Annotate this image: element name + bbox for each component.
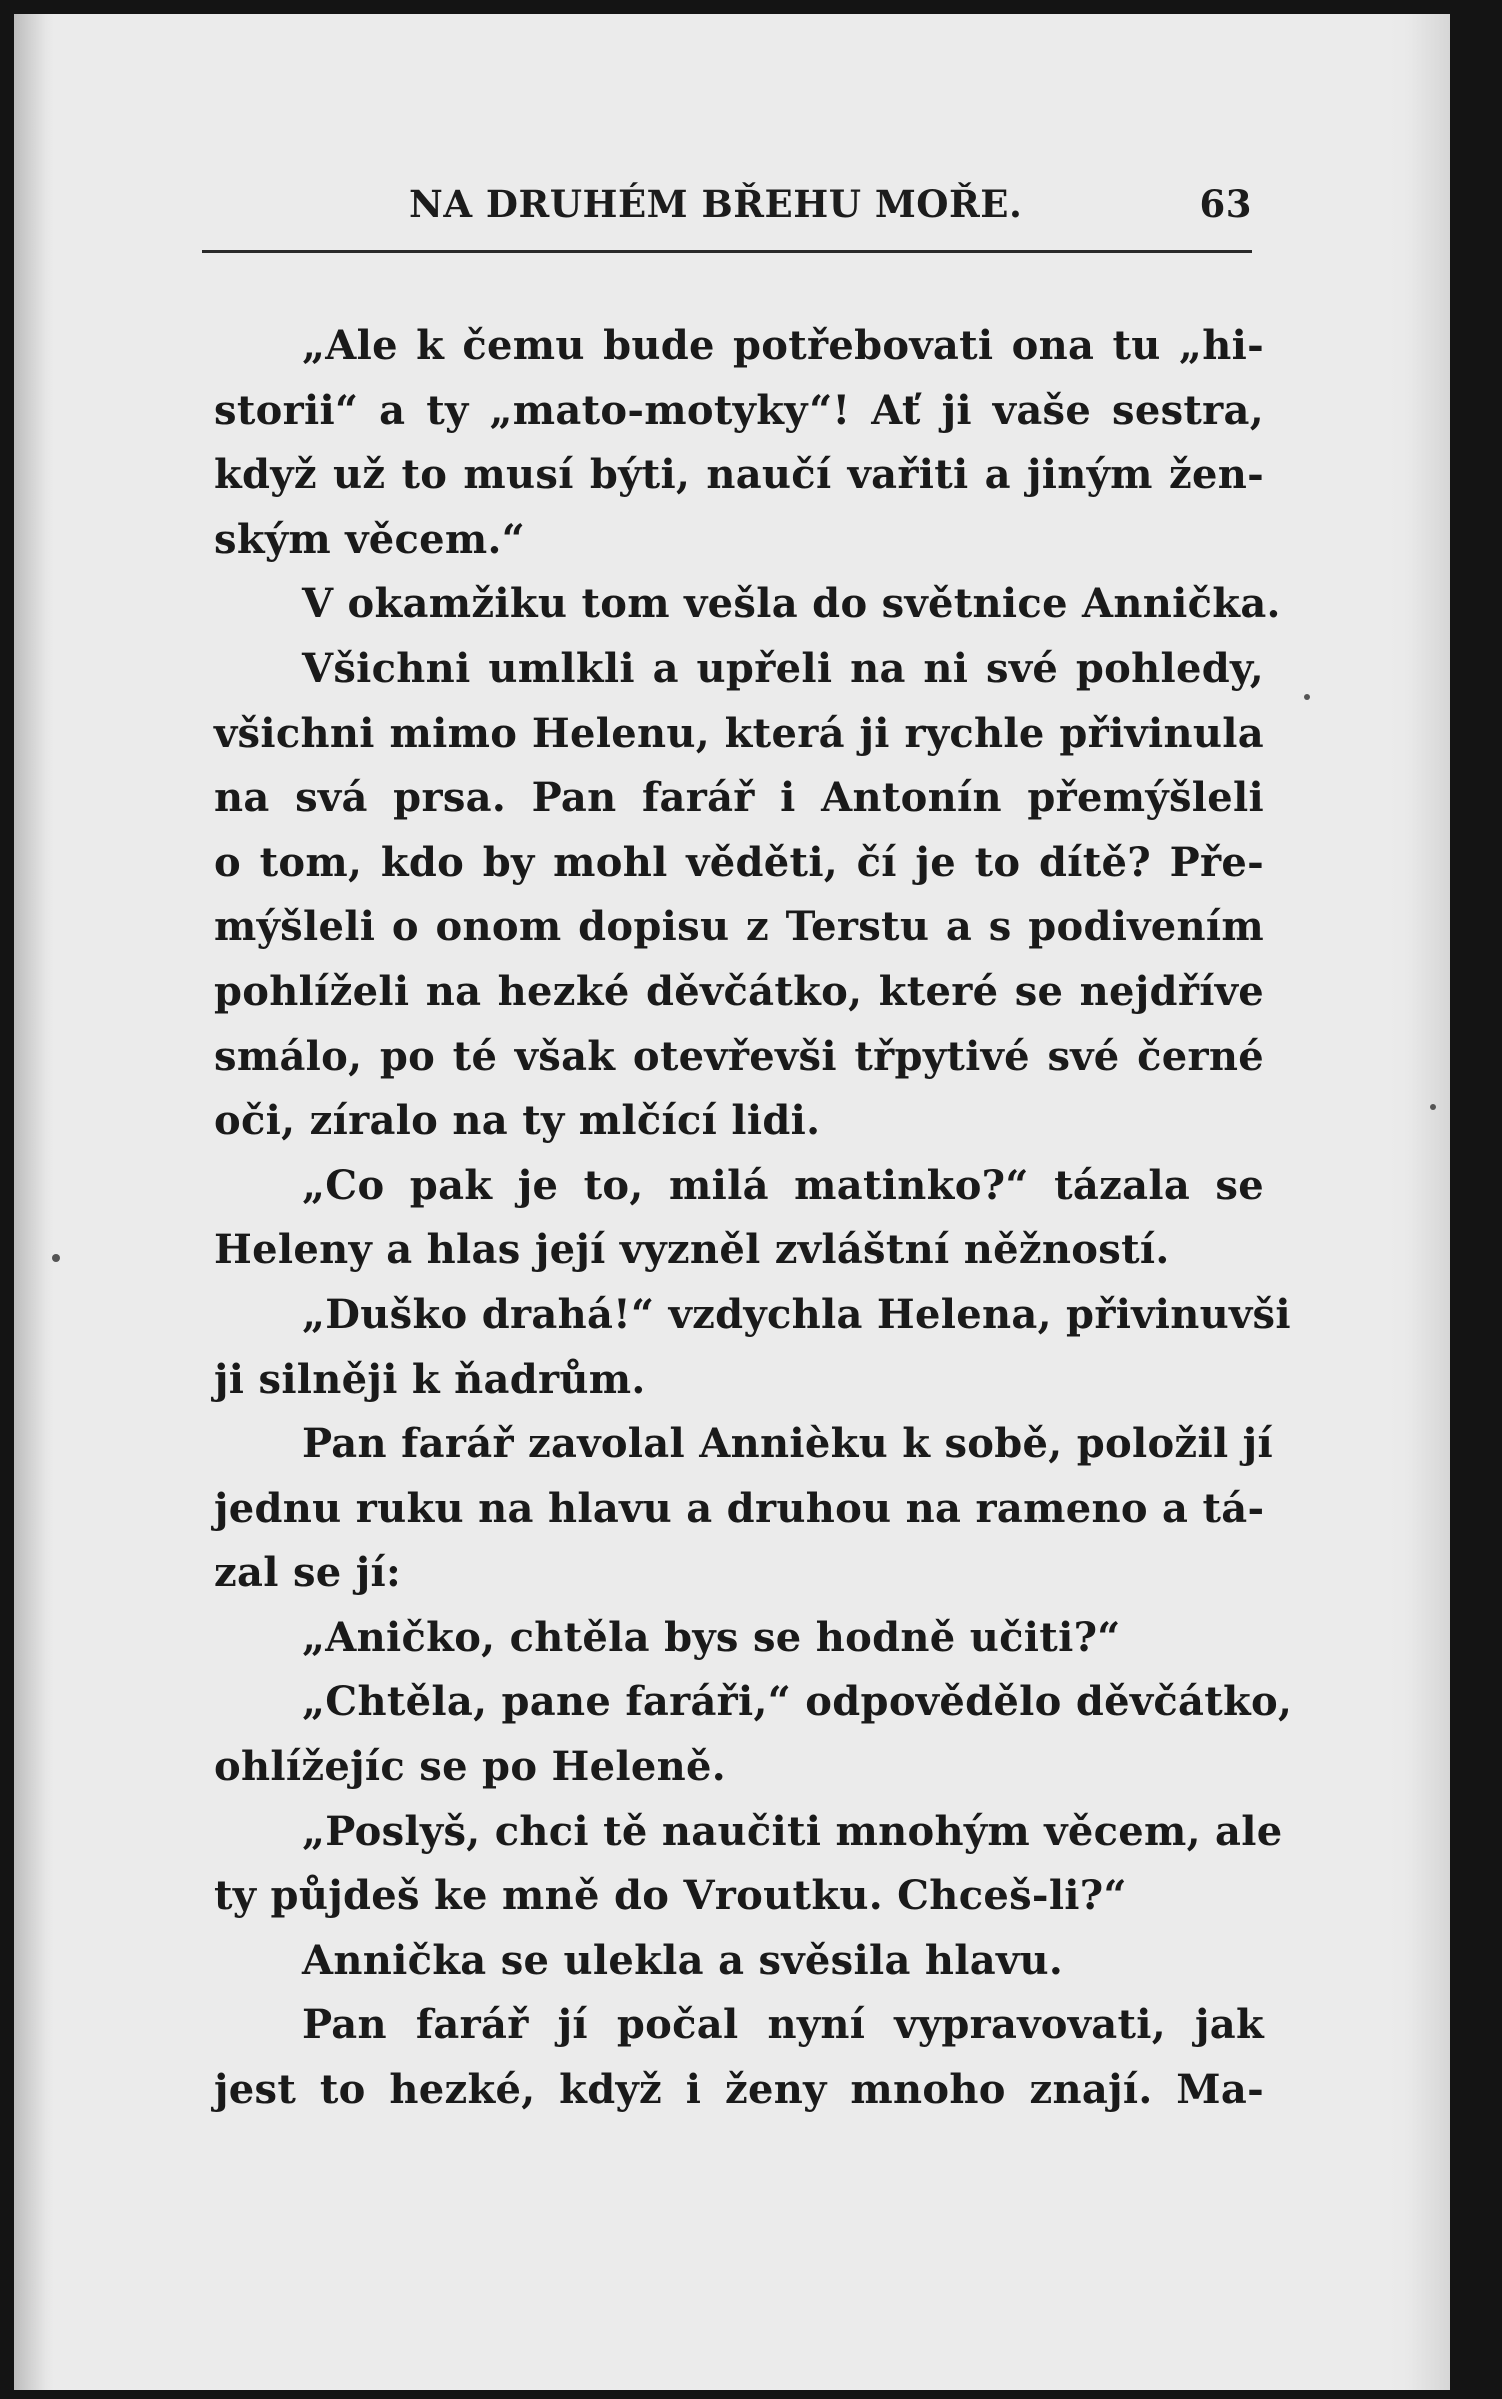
header-rule (202, 250, 1252, 253)
text-line: Pan farář zavolal Annièku k sobě, položil jí (302, 1420, 1273, 1468)
text-line: Pan farář jí počal nyní vypravovati, jak (302, 2001, 1264, 2049)
text-line: V okamžiku tom vešla do světnice Annička. (302, 580, 1281, 628)
text-line: Annička se ulekla a svěsila hlavu. (302, 1936, 1064, 1984)
text-line: všichni mimo Helenu, která ji rychle přivinula (214, 709, 1264, 757)
text-line: smálo, po té však otevřevši třpytivé své černé (214, 1032, 1264, 1080)
text-line: „Co pak je to, milá matinko?“ tázala se (302, 1161, 1264, 1209)
text-line: „Ale k čemu bude potřebovati ona tu „hi- (302, 322, 1264, 369)
text-line: Všichni umlkli a upřeli na ni své pohledy, (302, 644, 1264, 692)
text-line: ským věcem.“ (214, 515, 526, 563)
text-line: na svá prsa. Pan farář i Antonín přemýšleli (214, 774, 1264, 822)
text-line: jednu ruku na hlavu a druhou na rameno a tá- (214, 1484, 1265, 1532)
text-line: „Aničko, chtěla bys se hodně učiti?“ (302, 1613, 1121, 1661)
text-line: o tom, kdo by mohl věděti, čí je to dítě? Pře- (214, 838, 1264, 886)
text-line: „Duško drahá!“ vzdychla Helena, přivinuvši (302, 1290, 1291, 1338)
text-line: Heleny a hlas její vyzněl zvláštní něžností. (214, 1226, 1170, 1274)
text-line: když už to musí býti, naučí vařiti a jiným žen- (214, 451, 1264, 499)
text-line: ty půjdeš ke mně do Vroutku. Chceš-li?“ (214, 1872, 1127, 1920)
book-page (14, 14, 1450, 2390)
spine-shadow (14, 14, 54, 2390)
text-line: zal se jí: (214, 1549, 402, 1597)
running-title: NA DRUHÉM BŘEHU MOŘE. (409, 182, 1023, 226)
text-line: „Poslyš, chci tě naučiti mnohým věcem, ale (302, 1807, 1283, 1855)
paper-speck (52, 1254, 60, 1262)
text-line: pohlíželi na hezké děvčátko, které se nejdříve (214, 967, 1264, 1015)
text-line: jest to hezké, když i ženy mnoho znají. Ma- (214, 2066, 1264, 2114)
paper-speck (1304, 694, 1310, 700)
page-header (409, 182, 1252, 234)
body-text (214, 314, 1293, 2123)
text-line: „Chtěla, pane faráři,“ odpovědělo děvčátko, (302, 1678, 1293, 1726)
page-edge (1390, 14, 1450, 2390)
paper-speck (1430, 1104, 1436, 1110)
page-number: 63 (1199, 182, 1252, 226)
text-line: mýšleli o onom dopisu z Terstu a s podivením (214, 903, 1264, 951)
text-line: oči, zíralo na ty mlčící lidi. (214, 1097, 821, 1145)
text-line: ohlížejíc se po Heleně. (214, 1743, 726, 1791)
text-line: storii“ a ty „mato-motyky“! Ať ji vaše sestra, (214, 386, 1264, 434)
text-line: ji silněji k ňadrům. (214, 1355, 646, 1403)
